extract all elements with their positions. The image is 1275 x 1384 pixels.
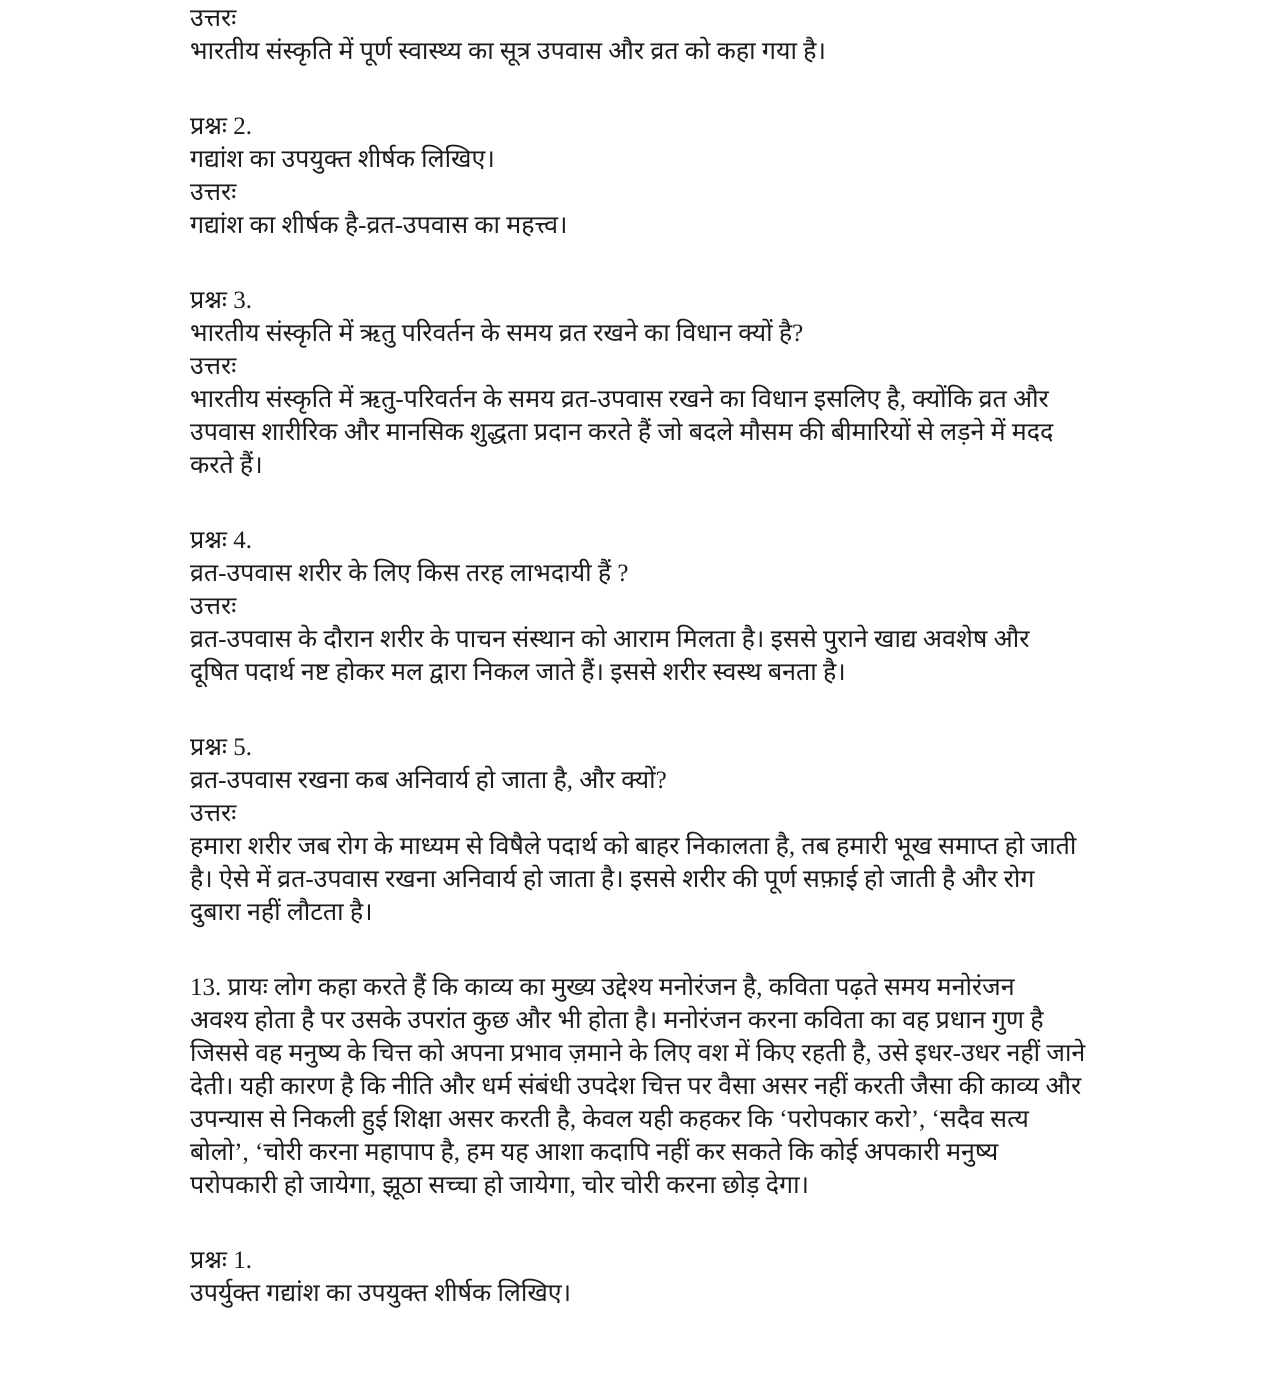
- answer-text-line: गद्यांश का शीर्षक है-व्रत-उपवास का महत्त्व।: [190, 212, 568, 239]
- question-text-line: व्रत-उपवास शरीर के लिए किस तरह लाभदायी हैं ?: [190, 560, 629, 587]
- answer-text-line: भारतीय संस्कृति में ऋतु-परिवर्तन के समय व्रत-उपवास रखने का विधान इसलिए है, क्योंकि व्रत और: [190, 386, 1049, 413]
- question-text-line: भारतीय संस्कृति में ऋतु परिवर्तन के समय व्रत रखने का विधान क्यों है?: [190, 320, 804, 347]
- answer-label: उत्तरः: [190, 5, 237, 32]
- answer-text-line: व्रत-उपवास के दौरान शरीर के पाचन संस्थान को आराम मिलता है। इससे पुराने खाद्य अवशेष और: [190, 626, 1030, 653]
- passage-text-line: बोलो’, ‘चोरी करना महापाप है, हम यह आशा कदापि नहीं कर सकते कि कोई अपकारी मनुष्य: [190, 1139, 999, 1166]
- passage-text-line: अवश्य होता है पर उसके उपरांत कुछ और भी होता है। मनोरंजन करना कविता का वह प्रधान गुण है: [190, 1007, 1044, 1034]
- answer-label: उत्तरः: [190, 179, 237, 206]
- answer-label: उत्तरः: [190, 593, 237, 620]
- answer-block-top: [190, 2, 1165, 68]
- answer-text-line: भारतीय संस्कृति में पूर्ण स्वास्थ्य का सूत्र उपवास और व्रत को कहा गया है।: [190, 38, 826, 65]
- passage-text-line: उपन्यास से निकली हुई शिक्षा असर करती है, केवल यही कहकर कि ‘परोपकार करो’, ‘सदैव सत्य: [190, 1106, 1029, 1133]
- answer-text-line: हमारा शरीर जब रोग के माध्यम से विषैले पदार्थ को बाहर निकालता है, तब हमारी भूख समाप्त हो जाती: [190, 833, 1077, 860]
- answer-text-line: उपवास शारीरिक और मानसिक शुद्धता प्रदान करते हैं जो बदले मौसम की बीमारियों से लड़ने में मदद: [190, 419, 1054, 446]
- question-5-block: [190, 731, 1165, 929]
- answer-text-line: दूषित पदार्थ नष्ट होकर मल द्वारा निकल जाते हैं। इससे शरीर स्वस्थ बनता है।: [190, 659, 846, 686]
- passage-text-line: परोपकारी हो जायेगा, झूठा सच्चा हो जायेगा, चोर चोरी करना छोड़ देगा।: [190, 1172, 810, 1199]
- passage-text-line: 13. प्रायः लोग कहा करते हैं कि काव्य का मुख्य उद्देश्य मनोरंजन है, कविता पढ़ते समय मनोरंजन: [190, 974, 1015, 1001]
- question-text-line: व्रत-उपवास रखना कब अनिवार्य हो जाता है, और क्यों?: [190, 767, 667, 794]
- answer-text-line: करते हैं।: [190, 452, 263, 479]
- question-label: प्रश्नः 1.: [190, 1247, 252, 1274]
- question-label: प्रश्नः 2.: [190, 113, 252, 140]
- question-label: प्रश्नः 5.: [190, 734, 252, 761]
- question-1-block: [190, 1244, 1165, 1310]
- answer-text-line: दुबारा नहीं लौटता है।: [190, 899, 373, 926]
- question-text-line: उपर्युक्त गद्यांश का उपयुक्त शीर्षक लिखिए।: [190, 1280, 572, 1307]
- question-4-block: [190, 524, 1165, 689]
- answer-label: उत्तरः: [190, 353, 237, 380]
- passage-text-line: जिससे वह मनुष्य के चित्त को अपना प्रभाव ज़माने के लिए वश में किए रहती है, उसे इधर-उधर नहीं जाने: [190, 1040, 1086, 1067]
- passage-text-line: देती। यही कारण है कि नीति और धर्म संबंधी उपदेश चित्त पर वैसा असर नहीं करती जैसा की काव्य और: [190, 1073, 1082, 1100]
- answer-text-line: है। ऐसे में व्रत-उपवास रखना अनिवार्य हो जाता है। इससे शरीर की पूर्ण सफ़ाई हो जाती है और रोग: [190, 866, 1035, 893]
- passage-13-block: [190, 971, 1165, 1202]
- question-label: प्रश्नः 3.: [190, 287, 252, 314]
- question-2-block: [190, 110, 1165, 242]
- answer-label: उत्तरः: [190, 800, 237, 827]
- question-3-block: [190, 284, 1165, 482]
- question-text-line: गद्यांश का उपयुक्त शीर्षक लिखिए।: [190, 146, 495, 173]
- question-label: प्रश्नः 4.: [190, 527, 252, 554]
